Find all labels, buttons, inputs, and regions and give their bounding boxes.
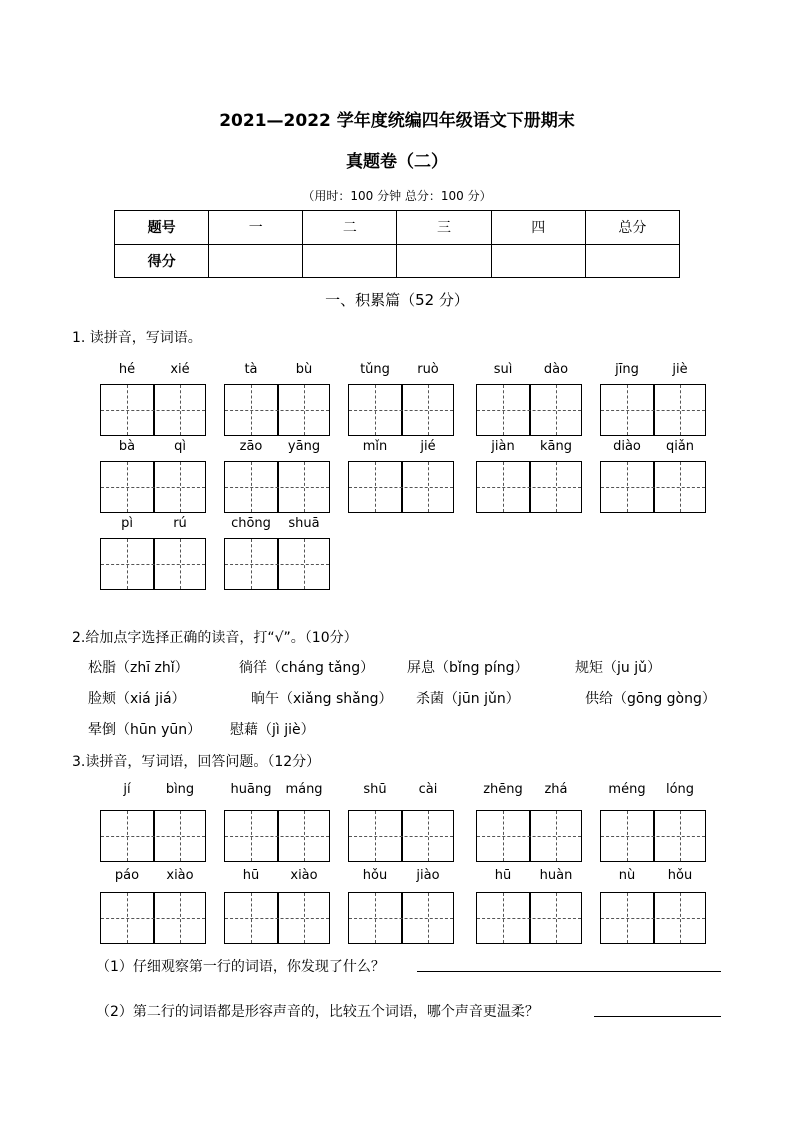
- q3-sub1-text: （1）仔细观察第一行的词语，你发现了什么？: [96, 959, 385, 975]
- score-label: 得分: [115, 244, 209, 278]
- score-table-score-row: [115, 244, 680, 278]
- q2-item: 供给（gōng gòng）: [585, 691, 716, 707]
- pinyin-label: huāng: [230, 782, 272, 797]
- score-cell: 二: [303, 211, 397, 245]
- pinyin-label: jiào: [416, 868, 440, 883]
- score-input-cell[interactable]: [397, 244, 491, 278]
- q1-text: 1. 读拼音，写词语。: [72, 330, 202, 346]
- q2-item: 松脂（zhī zhǐ）: [88, 660, 189, 676]
- pinyin-label: hé: [118, 362, 136, 377]
- pinyin-label: zhēng: [483, 782, 523, 797]
- character-writing-grid[interactable]: [476, 384, 582, 436]
- page-title-line2: 真题卷（二）: [346, 152, 448, 172]
- character-writing-grid[interactable]: [476, 892, 582, 944]
- q2-item: 晕倒（hūn yūn）: [88, 722, 202, 738]
- q3-sub1-answer-line[interactable]: [417, 971, 721, 972]
- pinyin-label: qì: [174, 439, 186, 454]
- q2-item: 徜徉（cháng tǎng）: [239, 660, 375, 676]
- character-writing-grid[interactable]: [100, 461, 206, 513]
- character-writing-grid[interactable]: [348, 810, 454, 862]
- pinyin-label: zhá: [544, 782, 568, 797]
- exam-subtitle: （用时：100 分钟 总分：100 分）: [302, 189, 492, 203]
- score-input-cell[interactable]: [209, 244, 303, 278]
- pinyin-label: jiè: [672, 362, 688, 377]
- q2-item: 杀菌（jūn jǔn）: [416, 691, 520, 707]
- pinyin-label: suì: [493, 362, 513, 377]
- q2-item: 规矩（ju jǔ）: [575, 660, 661, 676]
- character-writing-grid[interactable]: [100, 892, 206, 944]
- pinyin-label: xiào: [166, 868, 194, 883]
- pinyin-label: zāo: [239, 439, 263, 454]
- pinyin-label: xiào: [290, 868, 318, 883]
- score-cell: 三: [397, 211, 491, 245]
- score-cell: 总分: [585, 211, 679, 245]
- pinyin-label: jí: [123, 782, 131, 797]
- pinyin-label: huàn: [539, 868, 573, 883]
- page-title-line1: 2021—2022 学年度统编四年级语文下册期末: [219, 111, 575, 131]
- pinyin-label: rú: [173, 516, 187, 531]
- pinyin-label: tà: [244, 362, 258, 377]
- pinyin-label: hū: [242, 868, 260, 883]
- pinyin-label: méng: [608, 782, 646, 797]
- pinyin-label: ruò: [417, 362, 439, 377]
- pinyin-label: jiàn: [491, 439, 515, 454]
- q2-text: 2.给加点字选择正确的读音，打“√”。（10分）: [72, 630, 358, 646]
- character-writing-grid[interactable]: [224, 538, 330, 590]
- q2-item: 脸颊（xiá jiá）: [88, 691, 186, 707]
- pinyin-label: pì: [121, 516, 133, 531]
- pinyin-label: yāng: [287, 439, 321, 454]
- pinyin-label: lóng: [665, 782, 695, 797]
- character-writing-grid[interactable]: [600, 810, 706, 862]
- character-writing-grid[interactable]: [600, 461, 706, 513]
- pinyin-label: chōng: [231, 516, 271, 531]
- score-input-cell[interactable]: [585, 244, 679, 278]
- score-table: [114, 210, 680, 278]
- character-writing-grid[interactable]: [348, 461, 454, 513]
- character-writing-grid[interactable]: [224, 892, 330, 944]
- pinyin-label: nù: [618, 868, 636, 883]
- score-input-cell[interactable]: [491, 244, 585, 278]
- score-input-cell[interactable]: [303, 244, 397, 278]
- character-writing-grid[interactable]: [600, 384, 706, 436]
- pinyin-label: diào: [613, 439, 641, 454]
- score-cell: 四: [491, 211, 585, 245]
- character-writing-grid[interactable]: [476, 810, 582, 862]
- character-writing-grid[interactable]: [224, 384, 330, 436]
- character-writing-grid[interactable]: [100, 810, 206, 862]
- score-cell: 一: [209, 211, 303, 245]
- q3-sub2-text: （2）第二行的词语都是形容声音的，比较五个词语，哪个声音更温柔？: [96, 1004, 539, 1020]
- pinyin-label: shuā: [288, 516, 320, 531]
- pinyin-label: xié: [170, 362, 190, 377]
- pinyin-label: hǒu: [362, 868, 388, 883]
- character-writing-grid[interactable]: [348, 892, 454, 944]
- pinyin-label: jīng: [615, 362, 639, 377]
- q3-sub2-answer-line[interactable]: [594, 1016, 721, 1017]
- q2-item: 晌午（xiǎng shǎng）: [251, 691, 393, 707]
- pinyin-label: jié: [420, 439, 436, 454]
- pinyin-label: dào: [543, 362, 569, 377]
- pinyin-label: qiǎn: [665, 439, 695, 454]
- character-writing-grid[interactable]: [224, 810, 330, 862]
- q3-text: 3.读拼音，写词语，回答问题。（12分）: [72, 754, 321, 770]
- pinyin-label: tǔng: [360, 362, 390, 377]
- character-writing-grid[interactable]: [600, 892, 706, 944]
- q2-item: 屏息（bǐng píng）: [407, 660, 529, 676]
- character-writing-grid[interactable]: [100, 384, 206, 436]
- character-writing-grid[interactable]: [476, 461, 582, 513]
- pinyin-label: páo: [114, 868, 140, 883]
- pinyin-label: bìng: [165, 782, 195, 797]
- pinyin-label: máng: [285, 782, 323, 797]
- pinyin-label: bù: [295, 362, 313, 377]
- pinyin-label: kāng: [540, 439, 572, 454]
- pinyin-label: cài: [418, 782, 438, 797]
- character-writing-grid[interactable]: [348, 384, 454, 436]
- pinyin-label: shū: [363, 782, 387, 797]
- pinyin-label: hǒu: [667, 868, 693, 883]
- score-cell: 题号: [115, 211, 209, 245]
- pinyin-label: bà: [118, 439, 136, 454]
- section1-title: 一、积累篇（52 分）: [325, 291, 469, 309]
- score-table-header-row: [115, 211, 680, 245]
- character-writing-grid[interactable]: [100, 538, 206, 590]
- pinyin-label: hū: [494, 868, 512, 883]
- character-writing-grid[interactable]: [224, 461, 330, 513]
- pinyin-label: mǐn: [362, 439, 388, 454]
- q2-item: 慰藉（jì jiè）: [230, 722, 315, 738]
